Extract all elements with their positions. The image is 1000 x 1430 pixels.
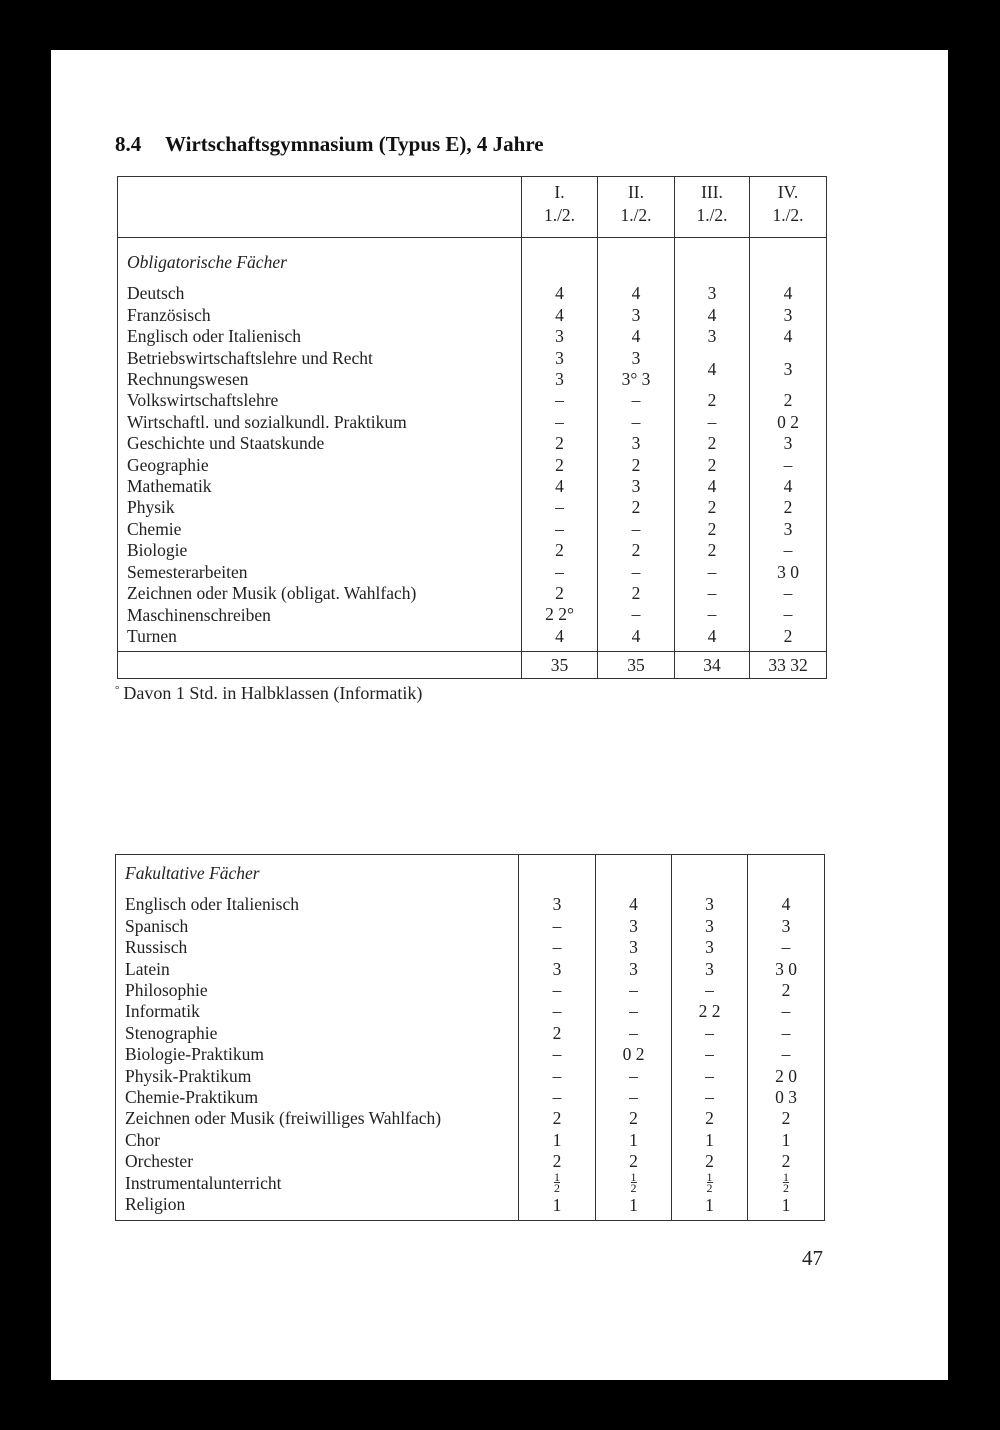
year-1-column [522, 238, 598, 652]
subject-name: Deutsch [127, 283, 185, 304]
hours-value: 3 [783, 304, 793, 325]
hours-value: 3 [555, 326, 564, 347]
year-2-column [598, 238, 675, 652]
subject-column [116, 855, 519, 1221]
hours-value: 4 [555, 476, 564, 497]
hours-value: 1 [781, 1195, 791, 1216]
table-body-row [118, 238, 827, 652]
subject-name: Wirtschaftl. und sozialkundl. Praktikum [127, 411, 407, 432]
hours-value: 2 [552, 1151, 562, 1172]
hours-value: 4 [555, 283, 564, 304]
subject-column [118, 238, 522, 652]
hours-value: 4 [781, 894, 791, 915]
semester-label: 1./2. [543, 205, 576, 225]
total-value: 33 32 [750, 652, 827, 679]
page-number: 47 [802, 1246, 823, 1270]
hours-value: – [552, 915, 562, 936]
subject-name: Mathematik [127, 476, 212, 497]
year-label: III. [701, 182, 723, 202]
hours-value: 2 [629, 1151, 638, 1172]
hours-value: 4 [783, 283, 793, 304]
hours-value: 3 [705, 894, 714, 915]
hours-value: 3 [707, 283, 717, 304]
hours-value: 3 [555, 347, 564, 368]
hours-value: – [783, 583, 793, 604]
hours-value: – [629, 1065, 638, 1086]
fraction-one-half: $\frac{1}{2}$ [783, 1169, 789, 1195]
section-heading [115, 132, 544, 157]
totals-label-cell [118, 652, 522, 679]
subject-name: Instrumentalunterricht [125, 1172, 282, 1193]
year-1-column [519, 855, 596, 1221]
hours-value: 4 [707, 625, 717, 646]
hours-value: – [707, 604, 717, 625]
hours-value: 2 [552, 1022, 562, 1043]
subject-name: Chemie-Praktikum [125, 1087, 259, 1108]
hours-value: 3 0 [777, 561, 799, 582]
hours-value: – [629, 1022, 638, 1043]
fraction-one-half: $\frac{1}{2}$ [706, 1169, 713, 1195]
hours-value: 2 [781, 980, 791, 1001]
hours-value: – [555, 390, 564, 411]
hours-value [519, 1169, 595, 1195]
hours-value: 4 [707, 304, 717, 325]
hours-value: 1 [552, 1129, 562, 1150]
hours-value: – [631, 604, 641, 625]
hours-value: – [552, 1087, 562, 1108]
hours-value: 2 2 [698, 1001, 721, 1022]
hours-value: 2 [555, 433, 564, 454]
hours-value: – [631, 518, 641, 539]
hours-value: – [555, 518, 564, 539]
hours-value: 3 [631, 476, 641, 497]
hours-value: 2 [707, 540, 717, 561]
year-label: I. [554, 182, 565, 202]
hours-value: – [629, 1087, 638, 1108]
subject-name: Zeichnen oder Musik (obligat. Wahlfach) [127, 583, 417, 604]
hours-value: 2 [555, 583, 564, 604]
header-empty-cell [118, 177, 522, 238]
hours-value: 3 [552, 894, 562, 915]
hours-value: 3 [631, 347, 641, 368]
year-3-column [672, 855, 748, 1221]
subject-name: Maschinenschreiben [127, 604, 271, 625]
hours-value: 2 [555, 540, 564, 561]
subject-name: Turnen [127, 625, 177, 646]
hours-value: – [705, 1065, 714, 1086]
subject-name: Geographie [127, 454, 209, 475]
semester-label: 1./2. [696, 205, 728, 225]
hours-value: – [705, 1022, 714, 1043]
hours-value: 2 [707, 497, 717, 518]
hours-value: 2 [631, 454, 641, 475]
subject-name: Physik [127, 497, 175, 518]
hours-value: 2 [552, 1108, 562, 1129]
semester-label: 1./2. [620, 205, 652, 225]
hours-value: – [705, 1044, 714, 1065]
table-header-row [118, 177, 827, 238]
total-value: 35 [522, 652, 598, 679]
hours-value: 3 [705, 958, 714, 979]
hours-value: 3 [705, 915, 714, 936]
hours-value: 3 [631, 304, 641, 325]
hours-value: – [555, 561, 564, 582]
hours-value: – [783, 604, 793, 625]
subject-name: Latein [125, 958, 170, 979]
hours-value: 2 [781, 1108, 791, 1129]
hours-value: 3 [631, 433, 641, 454]
hours-value: 1 [552, 1195, 562, 1216]
hours-value: – [555, 411, 564, 432]
hours-value: 4 [631, 283, 641, 304]
obligatory-subjects-table [117, 176, 827, 679]
hours-value: 3 [629, 937, 638, 958]
year-4-column [748, 855, 825, 1221]
hours-value: – [707, 411, 717, 432]
hours-value: – [552, 1001, 562, 1022]
hours-value: 4 [783, 476, 793, 497]
hours-value: – [781, 1001, 791, 1022]
document-page [51, 50, 948, 1380]
optional-subjects-table [115, 854, 825, 1221]
hours-value: – [552, 937, 562, 958]
hours-value: 2 [707, 454, 717, 475]
totals-row [118, 652, 827, 679]
hours-value [672, 1169, 747, 1195]
subject-name: Russisch [125, 937, 188, 958]
hours-value: – [552, 1044, 562, 1065]
subject-name: Volkswirtschaftslehre [127, 390, 279, 411]
hours-value: 0 3 [775, 1087, 797, 1108]
subject-name: Stenographie [125, 1022, 218, 1043]
subject-name: Spanisch [125, 915, 189, 936]
hours-value: 2 [783, 497, 793, 518]
subject-name: Philosophie [125, 980, 208, 1001]
hours-value: 0 2 [622, 1044, 645, 1065]
subject-name: Chor [125, 1129, 160, 1150]
section-label: Obligatorische Fächer [127, 252, 287, 272]
hours-value: 4 [631, 326, 641, 347]
subject-name: Biologie-Praktikum [125, 1044, 265, 1065]
column-header [598, 177, 675, 238]
hours-value: 4 [707, 476, 717, 497]
hours-value: 2 [707, 433, 717, 454]
hours-value: – [781, 937, 791, 958]
hours-value: 2 [781, 1151, 791, 1172]
footnote-text: Davon 1 Std. in Halbklassen (Informatik) [123, 683, 423, 703]
subject-name: Französisch [127, 304, 211, 325]
hours-value: 2 0 [775, 1065, 797, 1086]
subject-name: Betriebswirtschaftslehre und Recht [127, 347, 373, 368]
hours-value: 1 [705, 1129, 714, 1150]
table-body-row [116, 855, 825, 1221]
year-3-column [675, 238, 750, 652]
footnote [115, 683, 422, 704]
year-label: IV. [777, 182, 799, 202]
hours-value: 3° 3 [621, 369, 651, 390]
hours-value: 2 2° [545, 604, 574, 625]
subject-name: Informatik [125, 1001, 200, 1022]
hours-value: 3 [629, 915, 638, 936]
hours-value: 3 [629, 958, 638, 979]
hours-value: 4 [555, 625, 564, 646]
hours-value: – [555, 497, 564, 518]
hours-value: 3 [707, 326, 717, 347]
hours-value: 4 [631, 625, 641, 646]
hours-value: 1 [629, 1129, 638, 1150]
subject-name: Biologie [127, 540, 188, 561]
hours-value: – [552, 980, 562, 1001]
hours-value: – [629, 980, 638, 1001]
hours-value [596, 1169, 671, 1195]
hours-value: – [705, 1087, 714, 1108]
hours-value: 2 [705, 1151, 714, 1172]
hours-value: 4 [629, 894, 638, 915]
hours-value: 2 [631, 583, 641, 604]
hours-value: – [783, 454, 793, 475]
year-4-column [750, 238, 827, 652]
fraction-one-half: $\frac{1}{2}$ [630, 1169, 637, 1195]
hours-value: 2 [555, 454, 564, 475]
hours-value [748, 1169, 824, 1195]
hours-value: 3 [552, 958, 562, 979]
hours-value: – [707, 583, 717, 604]
column-header [675, 177, 750, 238]
subject-name: Semesterarbeiten [127, 561, 248, 582]
subject-name: Englisch oder Italienisch [127, 326, 301, 347]
hours-value: – [781, 1044, 791, 1065]
hours-value: 1 [705, 1195, 714, 1216]
subject-name: Englisch oder Italienisch [125, 894, 299, 915]
hours-value: 2 [707, 390, 717, 411]
merged-hours-value: 3 [783, 358, 793, 379]
hours-value: 3 [555, 369, 564, 390]
hours-value: 3 [705, 937, 714, 958]
column-header [522, 177, 598, 238]
hours-value: 3 [781, 915, 791, 936]
hours-value: – [707, 561, 717, 582]
merged-hours-value: 4 [707, 358, 717, 379]
hours-value: 2 [783, 625, 793, 646]
hours-value: – [631, 411, 641, 432]
subject-name: Religion [125, 1194, 186, 1215]
hours-value: 2 [783, 390, 793, 411]
hours-value: 1 [781, 1129, 791, 1150]
section-number: 8.4 [115, 132, 142, 156]
total-value: 34 [675, 652, 750, 679]
hours-value: 1 [629, 1195, 638, 1216]
section-label: Fakultative Fächer [125, 863, 260, 883]
hours-value: 2 [707, 518, 717, 539]
hours-value: – [783, 540, 793, 561]
hours-value: 2 [631, 540, 641, 561]
section-title: Wirtschaftsgymnasium (Typus E), 4 Jahre [165, 132, 544, 156]
hours-value: – [552, 1065, 562, 1086]
fraction-one-half: $\frac{1}{2}$ [554, 1169, 560, 1195]
hours-value: 3 0 [775, 958, 797, 979]
semester-label: 1./2. [772, 205, 804, 225]
footnote-mark: ° [115, 684, 120, 696]
subject-name: Orchester [125, 1151, 194, 1172]
hours-value: 4 [555, 304, 564, 325]
hours-value: – [629, 1001, 638, 1022]
total-value: 35 [598, 652, 675, 679]
hours-value: 3 [783, 518, 793, 539]
hours-value: 4 [783, 326, 793, 347]
subject-name: Chemie [127, 518, 182, 539]
hours-value: – [705, 980, 714, 1001]
year-label: II. [627, 182, 645, 202]
hours-value: 3 [783, 433, 793, 454]
hours-value: – [781, 1022, 791, 1043]
column-header [750, 177, 827, 238]
year-2-column [596, 855, 672, 1221]
hours-value: – [631, 561, 641, 582]
hours-value: 2 [705, 1108, 714, 1129]
subject-name: Physik-Praktikum [125, 1065, 252, 1086]
hours-value: 2 [629, 1108, 638, 1129]
subject-name: Zeichnen oder Musik (freiwilliges Wahlfach) [125, 1108, 442, 1129]
hours-value: 0 2 [777, 411, 799, 432]
hours-value: 2 [631, 497, 641, 518]
subject-name: Geschichte und Staatskunde [127, 433, 325, 454]
subject-name: Rechnungswesen [127, 369, 249, 390]
hours-value: – [631, 390, 641, 411]
